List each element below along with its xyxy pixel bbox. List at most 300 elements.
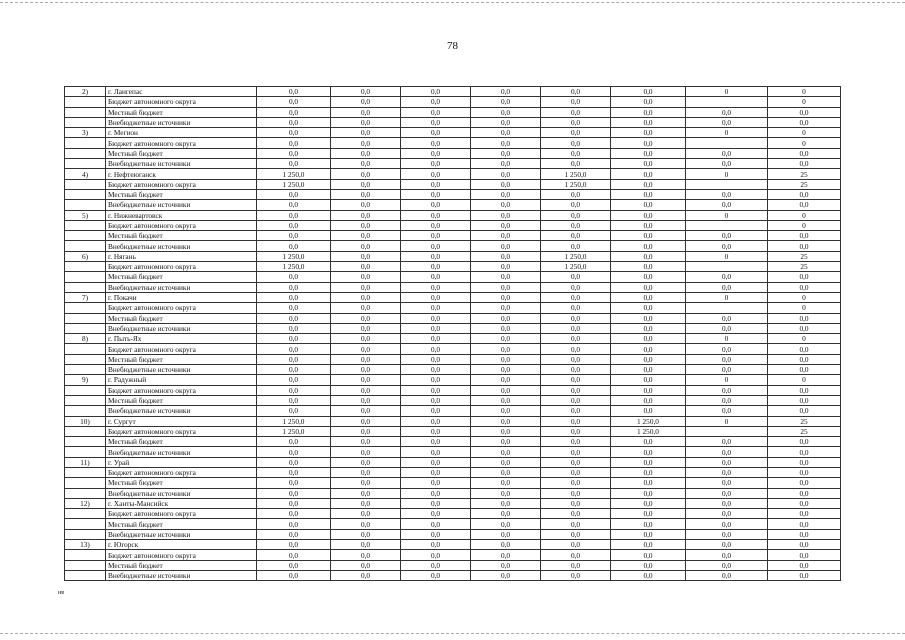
row-number-cell bbox=[65, 220, 106, 230]
value-cell: 0,0 bbox=[541, 560, 611, 570]
row-name-cell: Бюджет автономного округа bbox=[106, 220, 257, 230]
value-cell: 0,0 bbox=[331, 159, 401, 169]
value-cell: 0,0 bbox=[331, 179, 401, 189]
value-cell: 0,0 bbox=[611, 437, 686, 447]
row-name-cell: Местный бюджет bbox=[106, 231, 257, 241]
value-cell: 0,0 bbox=[471, 406, 541, 416]
value-cell: 0,0 bbox=[401, 467, 471, 477]
value-cell: 0,0 bbox=[541, 519, 611, 529]
value-cell: 0,0 bbox=[331, 117, 401, 127]
row-number-cell: 2) bbox=[65, 87, 106, 97]
value-cell: 0,0 bbox=[401, 272, 471, 282]
value-cell: 0,0 bbox=[686, 395, 768, 405]
row-number-cell bbox=[65, 344, 106, 354]
value-cell: 0,0 bbox=[686, 540, 768, 550]
value-cell: 0,0 bbox=[686, 272, 768, 282]
value-cell: 0,0 bbox=[686, 509, 768, 519]
value-cell: 0,0 bbox=[257, 395, 331, 405]
table-row bbox=[65, 87, 841, 97]
value-cell: 0,0 bbox=[611, 560, 686, 570]
row-name-cell: Местный бюджет bbox=[106, 478, 257, 488]
value-cell: 0,0 bbox=[331, 251, 401, 261]
table-row bbox=[65, 323, 841, 333]
value-cell: 0,0 bbox=[768, 117, 841, 127]
value-cell: 0,0 bbox=[611, 272, 686, 282]
value-cell: 0,0 bbox=[611, 220, 686, 230]
value-cell: 0,0 bbox=[257, 354, 331, 364]
table-row bbox=[65, 241, 841, 251]
value-cell: 0,0 bbox=[541, 467, 611, 477]
value-cell: 0,0 bbox=[686, 467, 768, 477]
value-cell: 0,0 bbox=[541, 159, 611, 169]
value-cell: 0,0 bbox=[257, 467, 331, 477]
value-cell: 0,0 bbox=[768, 231, 841, 241]
row-number-cell bbox=[65, 262, 106, 272]
row-name-cell: Бюджет автономного округа bbox=[106, 97, 257, 107]
table-row bbox=[65, 488, 841, 498]
value-cell: 0,0 bbox=[611, 406, 686, 416]
row-name-cell: г. Мегион bbox=[106, 128, 257, 138]
value-cell: 0,0 bbox=[686, 488, 768, 498]
value-cell: 0,0 bbox=[541, 354, 611, 364]
value-cell: 0,0 bbox=[471, 292, 541, 302]
value-cell: 0,0 bbox=[401, 282, 471, 292]
value-cell: 0,0 bbox=[611, 478, 686, 488]
value-cell: 0,0 bbox=[541, 385, 611, 395]
value-cell: 25 bbox=[768, 179, 841, 189]
value-cell: 0,0 bbox=[541, 189, 611, 199]
row-number-cell bbox=[65, 179, 106, 189]
value-cell: 0,0 bbox=[686, 344, 768, 354]
value-cell: 1 250,0 bbox=[257, 262, 331, 272]
row-number-cell bbox=[65, 231, 106, 241]
value-cell: 0,0 bbox=[541, 365, 611, 375]
value-cell: 0,0 bbox=[686, 437, 768, 447]
row-name-cell: Бюджет автономного округа bbox=[106, 179, 257, 189]
value-cell: 0,0 bbox=[331, 529, 401, 539]
table-row bbox=[65, 395, 841, 405]
table-row bbox=[65, 457, 841, 467]
value-cell: 0,0 bbox=[401, 169, 471, 179]
table-row bbox=[65, 159, 841, 169]
value-cell: 0,0 bbox=[257, 97, 331, 107]
value-cell: 0,0 bbox=[471, 365, 541, 375]
value-cell: 0,0 bbox=[541, 540, 611, 550]
value-cell: 0,0 bbox=[401, 107, 471, 117]
row-number-cell: 9) bbox=[65, 375, 106, 385]
value-cell: 0,0 bbox=[401, 365, 471, 375]
value-cell: 0,0 bbox=[331, 375, 401, 385]
row-number-cell bbox=[65, 200, 106, 210]
value-cell: 0,0 bbox=[331, 189, 401, 199]
value-cell: 0,0 bbox=[331, 128, 401, 138]
row-name-cell: Внебюджетные источники bbox=[106, 117, 257, 127]
value-cell: 0,0 bbox=[686, 200, 768, 210]
table-row bbox=[65, 498, 841, 508]
value-cell: 0,0 bbox=[401, 406, 471, 416]
value-cell: 0 bbox=[768, 97, 841, 107]
value-cell: 0,0 bbox=[331, 334, 401, 344]
row-name-cell: г. Урай bbox=[106, 457, 257, 467]
value-cell: 0,0 bbox=[541, 148, 611, 158]
value-cell: 0,0 bbox=[541, 550, 611, 560]
value-cell: 0,0 bbox=[611, 529, 686, 539]
value-cell: 0,0 bbox=[541, 200, 611, 210]
value-cell: 0,0 bbox=[471, 354, 541, 364]
table-row bbox=[65, 251, 841, 261]
value-cell: 0,0 bbox=[257, 282, 331, 292]
row-number-cell: 13) bbox=[65, 540, 106, 550]
value-cell: 0,0 bbox=[331, 416, 401, 426]
value-cell: 0,0 bbox=[257, 447, 331, 457]
row-name-cell: Бюджет автономного округа bbox=[106, 509, 257, 519]
row-name-cell: Местный бюджет bbox=[106, 189, 257, 199]
value-cell: 0,0 bbox=[541, 117, 611, 127]
value-cell: 0,0 bbox=[401, 87, 471, 97]
value-cell: 1 250,0 bbox=[257, 426, 331, 436]
row-name-cell: Внебюджетные источники bbox=[106, 406, 257, 416]
value-cell: 0,0 bbox=[768, 148, 841, 158]
row-number-cell bbox=[65, 385, 106, 395]
value-cell: 0,0 bbox=[471, 272, 541, 282]
value-cell: 0,0 bbox=[768, 478, 841, 488]
table-row bbox=[65, 220, 841, 230]
value-cell: 0,0 bbox=[686, 457, 768, 467]
value-cell: 0 bbox=[768, 87, 841, 97]
value-cell: 0 bbox=[768, 292, 841, 302]
value-cell: 0,0 bbox=[331, 292, 401, 302]
value-cell: 0,0 bbox=[401, 128, 471, 138]
value-cell: 0,0 bbox=[331, 303, 401, 313]
value-cell: 0,0 bbox=[401, 334, 471, 344]
table-row bbox=[65, 560, 841, 570]
table-row bbox=[65, 437, 841, 447]
value-cell: 0,0 bbox=[401, 498, 471, 508]
value-cell: 0,0 bbox=[611, 570, 686, 580]
table-row bbox=[65, 200, 841, 210]
table-row bbox=[65, 540, 841, 550]
value-cell: 0,0 bbox=[401, 292, 471, 302]
value-cell: 0,0 bbox=[768, 560, 841, 570]
value-cell: 0,0 bbox=[331, 272, 401, 282]
value-cell: 0,0 bbox=[611, 385, 686, 395]
value-cell: 0,0 bbox=[471, 107, 541, 117]
row-number-cell bbox=[65, 560, 106, 570]
value-cell: 0,0 bbox=[686, 282, 768, 292]
value-cell: 0,0 bbox=[471, 231, 541, 241]
value-cell: 0,0 bbox=[611, 169, 686, 179]
value-cell: 0,0 bbox=[331, 457, 401, 467]
value-cell: 0,0 bbox=[611, 313, 686, 323]
table-row bbox=[65, 272, 841, 282]
value-cell: 1 250,0 bbox=[257, 179, 331, 189]
row-number-cell bbox=[65, 354, 106, 364]
value-cell: 0,0 bbox=[331, 447, 401, 457]
value-cell: 1 250,0 bbox=[611, 426, 686, 436]
value-cell: 0,0 bbox=[471, 148, 541, 158]
table-row bbox=[65, 519, 841, 529]
value-cell: 0,0 bbox=[471, 478, 541, 488]
value-cell: 0,0 bbox=[611, 550, 686, 560]
value-cell: 0,0 bbox=[257, 457, 331, 467]
row-name-cell: Бюджет автономного округа bbox=[106, 138, 257, 148]
value-cell: 0,0 bbox=[541, 87, 611, 97]
row-name-cell: Бюджет автономного округа bbox=[106, 344, 257, 354]
value-cell: 0,0 bbox=[768, 519, 841, 529]
value-cell: 0,0 bbox=[611, 87, 686, 97]
value-cell: 0 bbox=[768, 375, 841, 385]
value-cell: 0,0 bbox=[471, 540, 541, 550]
table-row bbox=[65, 210, 841, 220]
value-cell: 0,0 bbox=[401, 570, 471, 580]
value-cell: 0,0 bbox=[541, 323, 611, 333]
value-cell: 0,0 bbox=[401, 303, 471, 313]
value-cell: 0,0 bbox=[768, 570, 841, 580]
value-cell: 0,0 bbox=[541, 416, 611, 426]
row-name-cell: г. Нижневартовск bbox=[106, 210, 257, 220]
value-cell: 0 bbox=[768, 210, 841, 220]
row-number-cell bbox=[65, 467, 106, 477]
value-cell: 0,0 bbox=[541, 313, 611, 323]
value-cell: 0,0 bbox=[768, 498, 841, 508]
value-cell: 0,0 bbox=[401, 416, 471, 426]
row-name-cell: Местный бюджет bbox=[106, 395, 257, 405]
value-cell: 0,0 bbox=[257, 128, 331, 138]
row-name-cell: Местный бюджет bbox=[106, 148, 257, 158]
value-cell: 0,0 bbox=[331, 323, 401, 333]
value-cell: 0,0 bbox=[257, 107, 331, 117]
value-cell: 0,0 bbox=[471, 447, 541, 457]
row-name-cell: Местный бюджет bbox=[106, 560, 257, 570]
value-cell: 0,0 bbox=[471, 426, 541, 436]
value-cell: 0,0 bbox=[331, 570, 401, 580]
row-number-cell: 4) bbox=[65, 169, 106, 179]
value-cell: 0 bbox=[768, 220, 841, 230]
value-cell: 0,0 bbox=[611, 262, 686, 272]
value-cell: 0,0 bbox=[471, 200, 541, 210]
value-cell: 25 bbox=[768, 262, 841, 272]
value-cell: 0,0 bbox=[331, 148, 401, 158]
row-number-cell bbox=[65, 138, 106, 148]
value-cell: 0,0 bbox=[541, 395, 611, 405]
row-number-cell bbox=[65, 570, 106, 580]
value-cell: 0,0 bbox=[541, 437, 611, 447]
value-cell: 0,0 bbox=[768, 159, 841, 169]
table-row bbox=[65, 334, 841, 344]
value-cell bbox=[686, 138, 768, 148]
value-cell: 0,0 bbox=[257, 272, 331, 282]
row-number-cell: 7) bbox=[65, 292, 106, 302]
value-cell: 0,0 bbox=[541, 344, 611, 354]
row-name-cell: Внебюджетные источники bbox=[106, 365, 257, 375]
table-row bbox=[65, 313, 841, 323]
row-name-cell: Бюджет автономного округа bbox=[106, 262, 257, 272]
value-cell: 0,0 bbox=[541, 478, 611, 488]
value-cell bbox=[686, 426, 768, 436]
row-name-cell: Внебюджетные источники bbox=[106, 200, 257, 210]
value-cell: 0,0 bbox=[331, 138, 401, 148]
value-cell: 0,0 bbox=[541, 447, 611, 457]
row-number-cell: 12) bbox=[65, 498, 106, 508]
row-number-cell: 8) bbox=[65, 334, 106, 344]
value-cell: 0 bbox=[686, 87, 768, 97]
row-name-cell: Бюджет автономного округа bbox=[106, 467, 257, 477]
value-cell: 0,0 bbox=[471, 117, 541, 127]
value-cell: 0,0 bbox=[257, 550, 331, 560]
value-cell: 0,0 bbox=[611, 354, 686, 364]
value-cell: 0,0 bbox=[686, 560, 768, 570]
value-cell: 0,0 bbox=[768, 385, 841, 395]
value-cell: 0,0 bbox=[686, 447, 768, 457]
value-cell: 0,0 bbox=[541, 97, 611, 107]
value-cell: 0,0 bbox=[768, 467, 841, 477]
value-cell: 0,0 bbox=[257, 375, 331, 385]
row-name-cell: г. Пыть-Ях bbox=[106, 334, 257, 344]
value-cell: 0,0 bbox=[471, 550, 541, 560]
table-row bbox=[65, 365, 841, 375]
value-cell: 0,0 bbox=[611, 179, 686, 189]
value-cell: 0,0 bbox=[331, 478, 401, 488]
table-row bbox=[65, 107, 841, 117]
table-row bbox=[65, 354, 841, 364]
value-cell: 0 bbox=[686, 251, 768, 261]
value-cell: 0,0 bbox=[471, 282, 541, 292]
row-number-cell bbox=[65, 107, 106, 117]
row-name-cell: г. Югорск bbox=[106, 540, 257, 550]
value-cell: 0,0 bbox=[257, 498, 331, 508]
value-cell: 0,0 bbox=[401, 550, 471, 560]
value-cell: 0,0 bbox=[471, 262, 541, 272]
value-cell: 0,0 bbox=[331, 550, 401, 560]
row-number-cell bbox=[65, 478, 106, 488]
value-cell: 0,0 bbox=[257, 334, 331, 344]
value-cell: 0,0 bbox=[686, 354, 768, 364]
value-cell: 0,0 bbox=[686, 519, 768, 529]
value-cell: 0,0 bbox=[331, 488, 401, 498]
value-cell: 0,0 bbox=[401, 519, 471, 529]
row-number-cell bbox=[65, 241, 106, 251]
value-cell: 0,0 bbox=[401, 220, 471, 230]
value-cell: 0 bbox=[768, 334, 841, 344]
value-cell bbox=[686, 220, 768, 230]
value-cell: 0,0 bbox=[401, 344, 471, 354]
row-name-cell: Бюджет автономного округа bbox=[106, 303, 257, 313]
row-name-cell: Бюджет автономного округа bbox=[106, 550, 257, 560]
row-name-cell: Местный бюджет bbox=[106, 107, 257, 117]
value-cell: 0,0 bbox=[257, 519, 331, 529]
value-cell: 0,0 bbox=[331, 262, 401, 272]
value-cell: 0,0 bbox=[541, 529, 611, 539]
value-cell: 0,0 bbox=[471, 570, 541, 580]
value-cell: 0,0 bbox=[331, 344, 401, 354]
value-cell: 0,0 bbox=[331, 406, 401, 416]
row-number-cell bbox=[65, 323, 106, 333]
value-cell: 0,0 bbox=[331, 498, 401, 508]
value-cell: 0,0 bbox=[611, 138, 686, 148]
row-number-cell bbox=[65, 437, 106, 447]
value-cell: 0,0 bbox=[471, 303, 541, 313]
value-cell: 0,0 bbox=[611, 292, 686, 302]
value-cell: 0,0 bbox=[257, 87, 331, 97]
value-cell: 25 bbox=[768, 426, 841, 436]
value-cell: 0,0 bbox=[401, 426, 471, 436]
row-number-cell: 5) bbox=[65, 210, 106, 220]
value-cell: 0 bbox=[686, 128, 768, 138]
value-cell: 0,0 bbox=[611, 200, 686, 210]
table-row bbox=[65, 426, 841, 436]
value-cell: 0,0 bbox=[257, 138, 331, 148]
value-cell: 0,0 bbox=[401, 251, 471, 261]
value-cell: 0,0 bbox=[611, 117, 686, 127]
value-cell: 0,0 bbox=[541, 128, 611, 138]
value-cell: 0,0 bbox=[257, 385, 331, 395]
table-row bbox=[65, 406, 841, 416]
row-number-cell: 10) bbox=[65, 416, 106, 426]
value-cell: 1 250,0 bbox=[541, 169, 611, 179]
value-cell: 0,0 bbox=[401, 117, 471, 127]
value-cell: 0,0 bbox=[331, 87, 401, 97]
value-cell: 0,0 bbox=[401, 457, 471, 467]
value-cell: 0,0 bbox=[768, 200, 841, 210]
table-row bbox=[65, 529, 841, 539]
value-cell: 0,0 bbox=[686, 478, 768, 488]
page-number: 78 bbox=[447, 40, 458, 52]
value-cell: 0 bbox=[686, 416, 768, 426]
row-number-cell bbox=[65, 148, 106, 158]
value-cell: 0,0 bbox=[257, 117, 331, 127]
value-cell: 0,0 bbox=[611, 107, 686, 117]
value-cell: 0,0 bbox=[611, 447, 686, 457]
value-cell: 0,0 bbox=[331, 540, 401, 550]
scan-edge-bottom bbox=[0, 633, 905, 634]
row-number-cell bbox=[65, 303, 106, 313]
value-cell: 0,0 bbox=[331, 509, 401, 519]
value-cell bbox=[686, 97, 768, 107]
row-name-cell: Местный бюджет bbox=[106, 313, 257, 323]
value-cell: 0,0 bbox=[768, 282, 841, 292]
value-cell: 0,0 bbox=[471, 416, 541, 426]
value-cell: 0,0 bbox=[257, 220, 331, 230]
table-row bbox=[65, 189, 841, 199]
value-cell: 0,0 bbox=[257, 323, 331, 333]
row-name-cell: Внебюджетные источники bbox=[106, 241, 257, 251]
value-cell: 25 bbox=[768, 251, 841, 261]
value-cell: 0,0 bbox=[471, 395, 541, 405]
value-cell: 0,0 bbox=[686, 159, 768, 169]
value-cell: 0,0 bbox=[768, 365, 841, 375]
value-cell: 0 bbox=[686, 334, 768, 344]
value-cell: 0,0 bbox=[401, 148, 471, 158]
value-cell: 0,0 bbox=[541, 231, 611, 241]
value-cell: 0,0 bbox=[686, 148, 768, 158]
row-name-cell: Бюджет автономного округа bbox=[106, 385, 257, 395]
value-cell: 0,0 bbox=[257, 200, 331, 210]
value-cell: 0,0 bbox=[611, 323, 686, 333]
value-cell: 0,0 bbox=[686, 189, 768, 199]
value-cell: 0,0 bbox=[768, 241, 841, 251]
value-cell: 0,0 bbox=[471, 179, 541, 189]
value-cell: 0,0 bbox=[541, 375, 611, 385]
row-name-cell: Внебюджетные источники bbox=[106, 447, 257, 457]
value-cell: 0,0 bbox=[257, 344, 331, 354]
value-cell: 0,0 bbox=[257, 406, 331, 416]
value-cell: 0,0 bbox=[401, 97, 471, 107]
row-number-cell: 3) bbox=[65, 128, 106, 138]
value-cell: 0 bbox=[768, 303, 841, 313]
value-cell: 0,0 bbox=[611, 159, 686, 169]
value-cell: 0,0 bbox=[471, 169, 541, 179]
row-name-cell: г. Лангепас bbox=[106, 87, 257, 97]
